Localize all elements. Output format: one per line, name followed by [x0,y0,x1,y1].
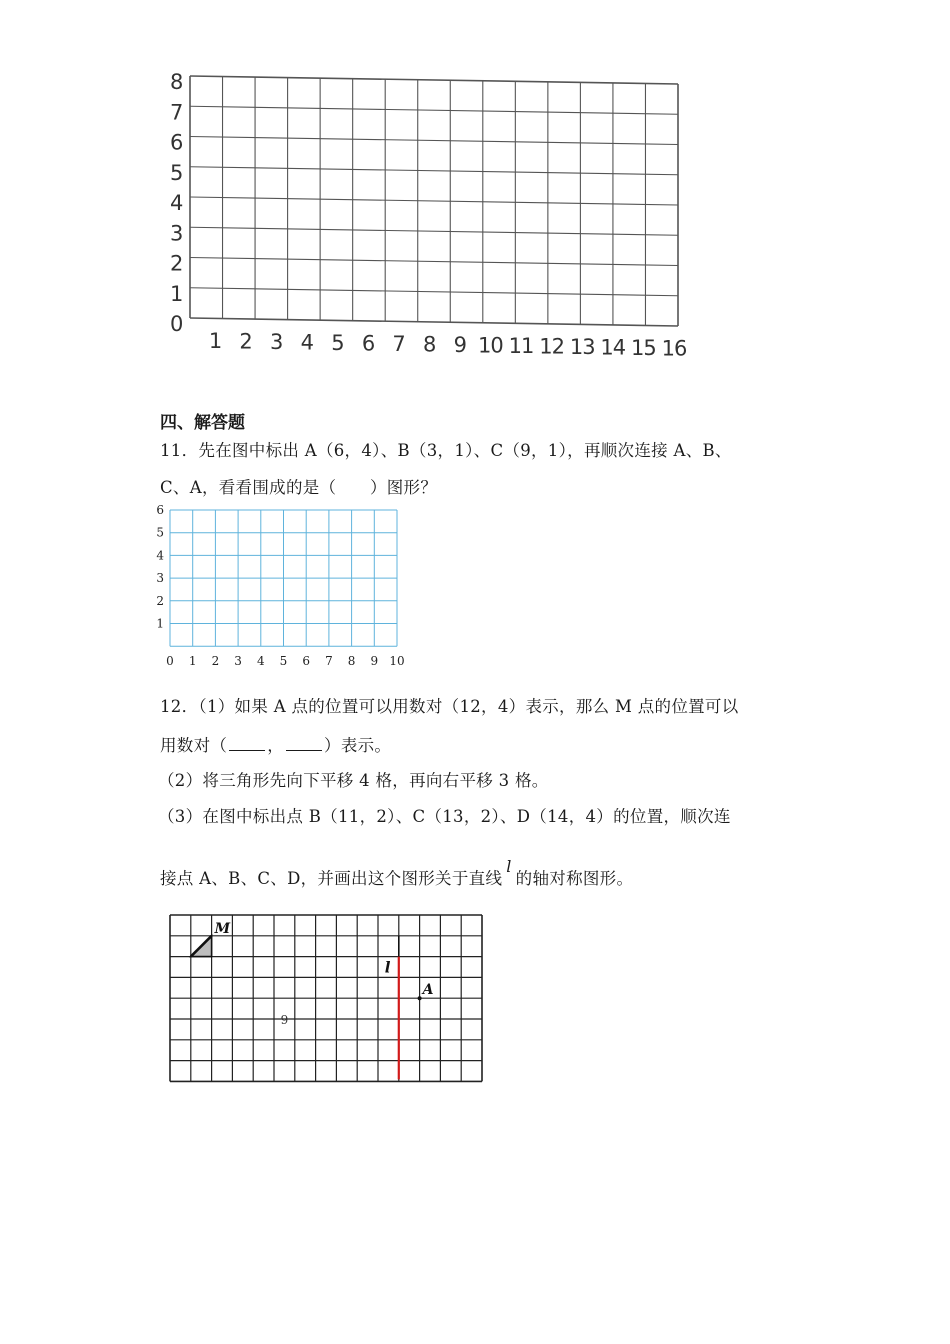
q12-line5-suffix: 的轴对称图形。 [515,869,634,888]
label-9: 9 [280,1013,289,1027]
grid1-x-label: 11 [508,334,534,358]
q12-text-line2 [160,732,391,756]
q12-text-line3: （2）将三角形先向下平移 4 格，再向右平移 3 格。 [158,771,549,790]
q11-x-label: 9 [370,654,379,669]
q11-y-label: 1 [156,616,164,631]
grid1-hline [190,318,678,326]
grid1-x-label: 7 [392,332,405,356]
grid1-x-label: 9 [453,333,466,357]
q11-y-label: 4 [156,548,164,563]
grid1-y-label: 6 [170,130,184,155]
grid1-x-label: 16 [661,336,687,361]
label-m: M [214,920,231,937]
grid1-x-label: 13 [569,335,595,359]
grid1-y-label: 0 [170,312,184,336]
q11-x-label: 3 [234,654,242,669]
q11-x-label: 4 [256,654,265,669]
q12-text-line1: 12．（1）如果 A 点的位置可以用数对（12，4）表示，那么 M 点的位置可以 [160,697,739,716]
grid1-x-label: 10 [478,333,503,358]
q11-x-label: 10 [389,654,405,669]
coordinate-grid-16x8 [0,0,950,380]
q11-text-line2: C、A，看看围成的是（ ）图形？ [160,478,438,497]
grid1-hline [190,167,678,175]
q11-x-label: 6 [302,654,311,669]
grid1-x-label: 12 [539,334,564,359]
q12-line2-sep: ， [267,736,285,755]
answer-blank-x[interactable] [229,736,265,751]
q11-x-label: 5 [279,654,288,669]
grid1-hline [190,76,678,84]
grid1-x-label: 5 [331,331,344,355]
q11-x-label: 7 [325,654,333,669]
grid1-y-label: 1 [170,281,184,306]
grid1-y-label: 7 [170,100,184,125]
label-l: l [384,958,391,977]
q11-x-label: 2 [211,654,220,669]
q11-y-label: 5 [156,525,164,540]
q11-x-label: 0 [166,654,174,669]
grid1-x-label: 1 [208,329,222,353]
q12-figure-grid [0,900,950,1100]
q12-line2-suffix: ）表示。 [324,736,392,755]
grid1-hline [190,106,678,114]
grid1-hline [190,258,678,266]
q11-x-label: 8 [347,654,356,669]
grid1-y-label: 8 [170,70,184,94]
grid1-y-label: 4 [170,191,184,215]
answer-blank-y[interactable] [286,736,322,751]
point-a [418,996,422,1000]
q11-y-label: 3 [156,571,164,586]
grid1-x-label: 6 [361,331,375,356]
section-heading: 四、解答题 [160,413,245,433]
grid1-hline [190,197,678,205]
q12-line2-prefix: 用数对（ [160,736,228,755]
q12-text-line4: （3）在图中标出点 B（11，2）、C（13，2）、D（14，4）的位置，顺次连 [158,807,731,826]
grid1-x-label: 4 [300,330,313,355]
grid1-y-label: 3 [170,221,184,246]
q11-y-label: 6 [156,503,164,517]
label-a: A [422,982,434,999]
q11-coordinate-grid [0,495,950,675]
q12-text-line5 [160,857,634,889]
grid1-x-label: 15 [631,336,656,360]
grid1-x-label: 2 [239,329,252,354]
grid1-y-label: 5 [170,160,184,185]
grid1-hline [190,137,678,145]
grid1-x-label: 8 [423,332,436,357]
q11-x-label: 1 [188,654,197,669]
q12-line5-prefix: 接点 A、B、C、D，并画出这个图形关于直线 [160,869,503,888]
q11-text-line1: 11．先在图中标出 A（6，4）、B（3，1）、C（9，1），再顺次连接 A、B、 [160,441,732,460]
grid1-hline [190,288,678,296]
grid1-hline [190,227,678,235]
line-l-symbol: l [506,857,512,876]
grid1-y-label: 2 [170,251,184,276]
q11-y-label: 2 [156,593,164,608]
grid1-x-label: 3 [270,330,283,354]
grid1-x-label: 14 [600,335,626,360]
